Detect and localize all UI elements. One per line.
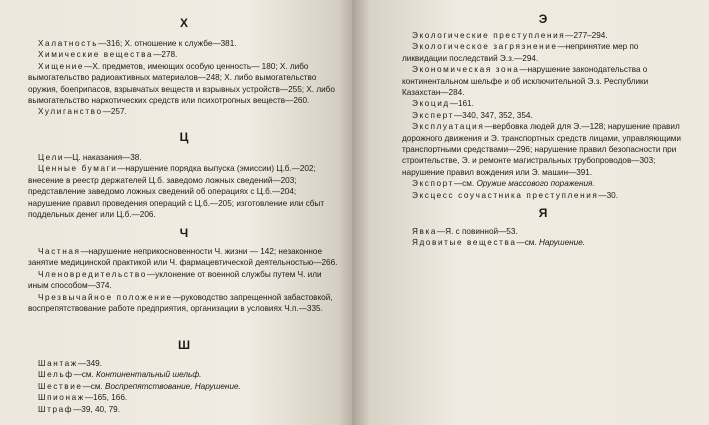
- index-entry: [402, 190, 684, 201]
- index-entry: [402, 110, 684, 121]
- entry-text: —Х. предметов, имеющих особую ценность— 180; Х. либо вымогательство радиоактивных материалов—248; Х. либо вымогательство оружия, боеприпасов, взрывчатых веществ и взрывных устройств—255; Х. либо вымогательство наркотических средств или психотропных веществ—260.: [28, 61, 335, 106]
- index-entry: [28, 163, 340, 220]
- entry-text: —277–294.: [565, 31, 608, 40]
- entry-text: —вербовка людей для Э.—128; нарушение правил дорожного движения и Э. транспортных средств лицами, управляющими транспортными средствами—296; нарушение правил безопасности при строительстве, Э. и ремонте магистральных трубопроводов—303; нарушение правил вождения или Э. машин—391.: [402, 122, 681, 177]
- index-entry: [402, 178, 684, 189]
- section-kh-entries: [28, 38, 340, 118]
- index-entry: [402, 226, 585, 237]
- index-entry: [28, 49, 340, 60]
- index-entry: [28, 38, 340, 49]
- entry-text: —39, 40, 79.: [73, 404, 120, 414]
- entry-term: Шпионаж: [38, 393, 85, 403]
- index-entry: [28, 246, 340, 269]
- index-entry: [28, 392, 241, 403]
- entry-text: —340, 347, 352, 354.: [453, 110, 533, 120]
- entry-term: Экспорт: [412, 179, 454, 189]
- index-entry: [28, 381, 241, 392]
- index-entry: [28, 292, 340, 315]
- index-entry: [28, 404, 241, 415]
- index-entry: [28, 152, 340, 163]
- section-ya-entries: [402, 226, 585, 249]
- entry-term: Чрезвычайное положение: [38, 292, 173, 302]
- index-entry: [402, 30, 684, 41]
- entry-text: —руководство запрещенной забастовкой, воспрепятствование работе предприятия, организации в условиях Ч.п.—335.: [28, 292, 333, 314]
- index-entry: [402, 64, 684, 98]
- entry-text: —нарушение неприкосновенности Ч. жизни — 142; незаконное занятие медицинской практикой или Ч. фармацевтической деятельностью—266.: [28, 247, 338, 268]
- entry-text: —уклонение от военной службы путем Ч. или иным способом—374.: [28, 269, 322, 291]
- entry-term: Экологическое загрязнение: [412, 42, 558, 52]
- entry-term: Шантаж: [38, 359, 78, 368]
- entry-reference: Оружие массового поражения.: [476, 179, 595, 189]
- entry-term: Членовредительство: [38, 269, 147, 279]
- index-entry: [28, 61, 340, 107]
- index-entry: [28, 358, 241, 369]
- entry-text: —30.: [598, 190, 618, 200]
- entry-text: —349.: [77, 359, 102, 368]
- entry-text: —257.: [102, 107, 127, 117]
- entry-term: Эксперт: [412, 110, 454, 120]
- entry-term: Ядовитые вещества: [412, 238, 517, 248]
- left-page: [0, 0, 352, 425]
- index-entry: [402, 41, 684, 64]
- section-letter-sh: Ш: [177, 338, 191, 352]
- entry-text: —см.: [516, 238, 539, 248]
- entry-term: Частная: [38, 247, 81, 256]
- entry-term: Хищение: [38, 61, 85, 71]
- entry-term: Экологические преступления: [412, 31, 566, 40]
- entry-reference: Нарушение.: [538, 238, 586, 248]
- entry-text: —165, 166.: [84, 393, 128, 403]
- entry-reference: Континентальный шельф.: [96, 370, 202, 380]
- entry-text: —278.: [153, 50, 178, 60]
- index-entry: [402, 237, 585, 248]
- entry-text: —непринятие мер по ликвидации последствий Э.з.—294.: [402, 42, 639, 63]
- entry-text: —см.: [82, 381, 106, 391]
- index-entry: [402, 121, 684, 178]
- entry-term: Явка: [412, 227, 437, 236]
- section-letter-ch: Ч: [179, 226, 189, 240]
- entry-text: —нарушение законодательства о континентальном шельфе и об исключительной Э.з. Республики Казахстан—284.: [402, 65, 649, 98]
- entry-text: —161.: [449, 99, 474, 109]
- entry-text: —Ц. наказания—38.: [64, 153, 142, 162]
- entry-term: Экономическая зона: [412, 65, 520, 75]
- entry-term: Шельф: [38, 370, 74, 380]
- entry-term: Цели: [38, 153, 65, 162]
- entry-term: Шествие: [38, 381, 83, 391]
- entry-text: —нарушение порядка выпуска (эмиссии) Ц.б.—202; внесение в реестр держателей Ц.б. заведомо ложных сведений—203; представление заведомо ложных сведений об операциях с Ц.б.—204; нарушение правил проведения операций с Ц.б.—205; изготовление или сбыт поддельных денег или Ц.б.—206.: [28, 164, 325, 220]
- index-entry: [28, 369, 241, 380]
- entry-text: —см.: [453, 179, 477, 189]
- entry-term: Халатность: [38, 39, 99, 48]
- section-sh-entries: [28, 358, 241, 415]
- entry-term: Штраф: [38, 404, 74, 414]
- section-letter-e: Э: [538, 12, 548, 26]
- left-column: [28, 0, 340, 425]
- index-entry: [28, 269, 340, 292]
- section-letter-kh: Х: [179, 16, 188, 30]
- section-ts-entries: [28, 152, 340, 220]
- entry-term: Химические вещества: [38, 50, 154, 60]
- index-entry: [402, 98, 684, 109]
- entry-text: —Я. с повинной—53.: [436, 227, 518, 236]
- entry-reference: Воспрепятствование, Нарушение.: [105, 381, 241, 391]
- entry-text: —см.: [73, 370, 97, 380]
- entry-term: Эксплуатация: [412, 122, 485, 132]
- right-column: [402, 0, 684, 425]
- right-page: [352, 0, 709, 425]
- entry-term: Хулиганство: [38, 107, 103, 117]
- entry-term: Ценные бумаги: [38, 164, 118, 174]
- entry-term: Экоцид: [412, 99, 450, 109]
- section-letter-ts: Ц: [179, 130, 189, 144]
- section-letter-ya: Я: [538, 206, 548, 220]
- section-e-entries: [402, 30, 684, 201]
- entry-text: —316; Х. отношение к службе—381.: [98, 39, 237, 48]
- entry-term: Эксцесс соучастника преступления: [412, 190, 599, 200]
- index-entry: [28, 106, 340, 117]
- section-ch-entries: [28, 246, 340, 314]
